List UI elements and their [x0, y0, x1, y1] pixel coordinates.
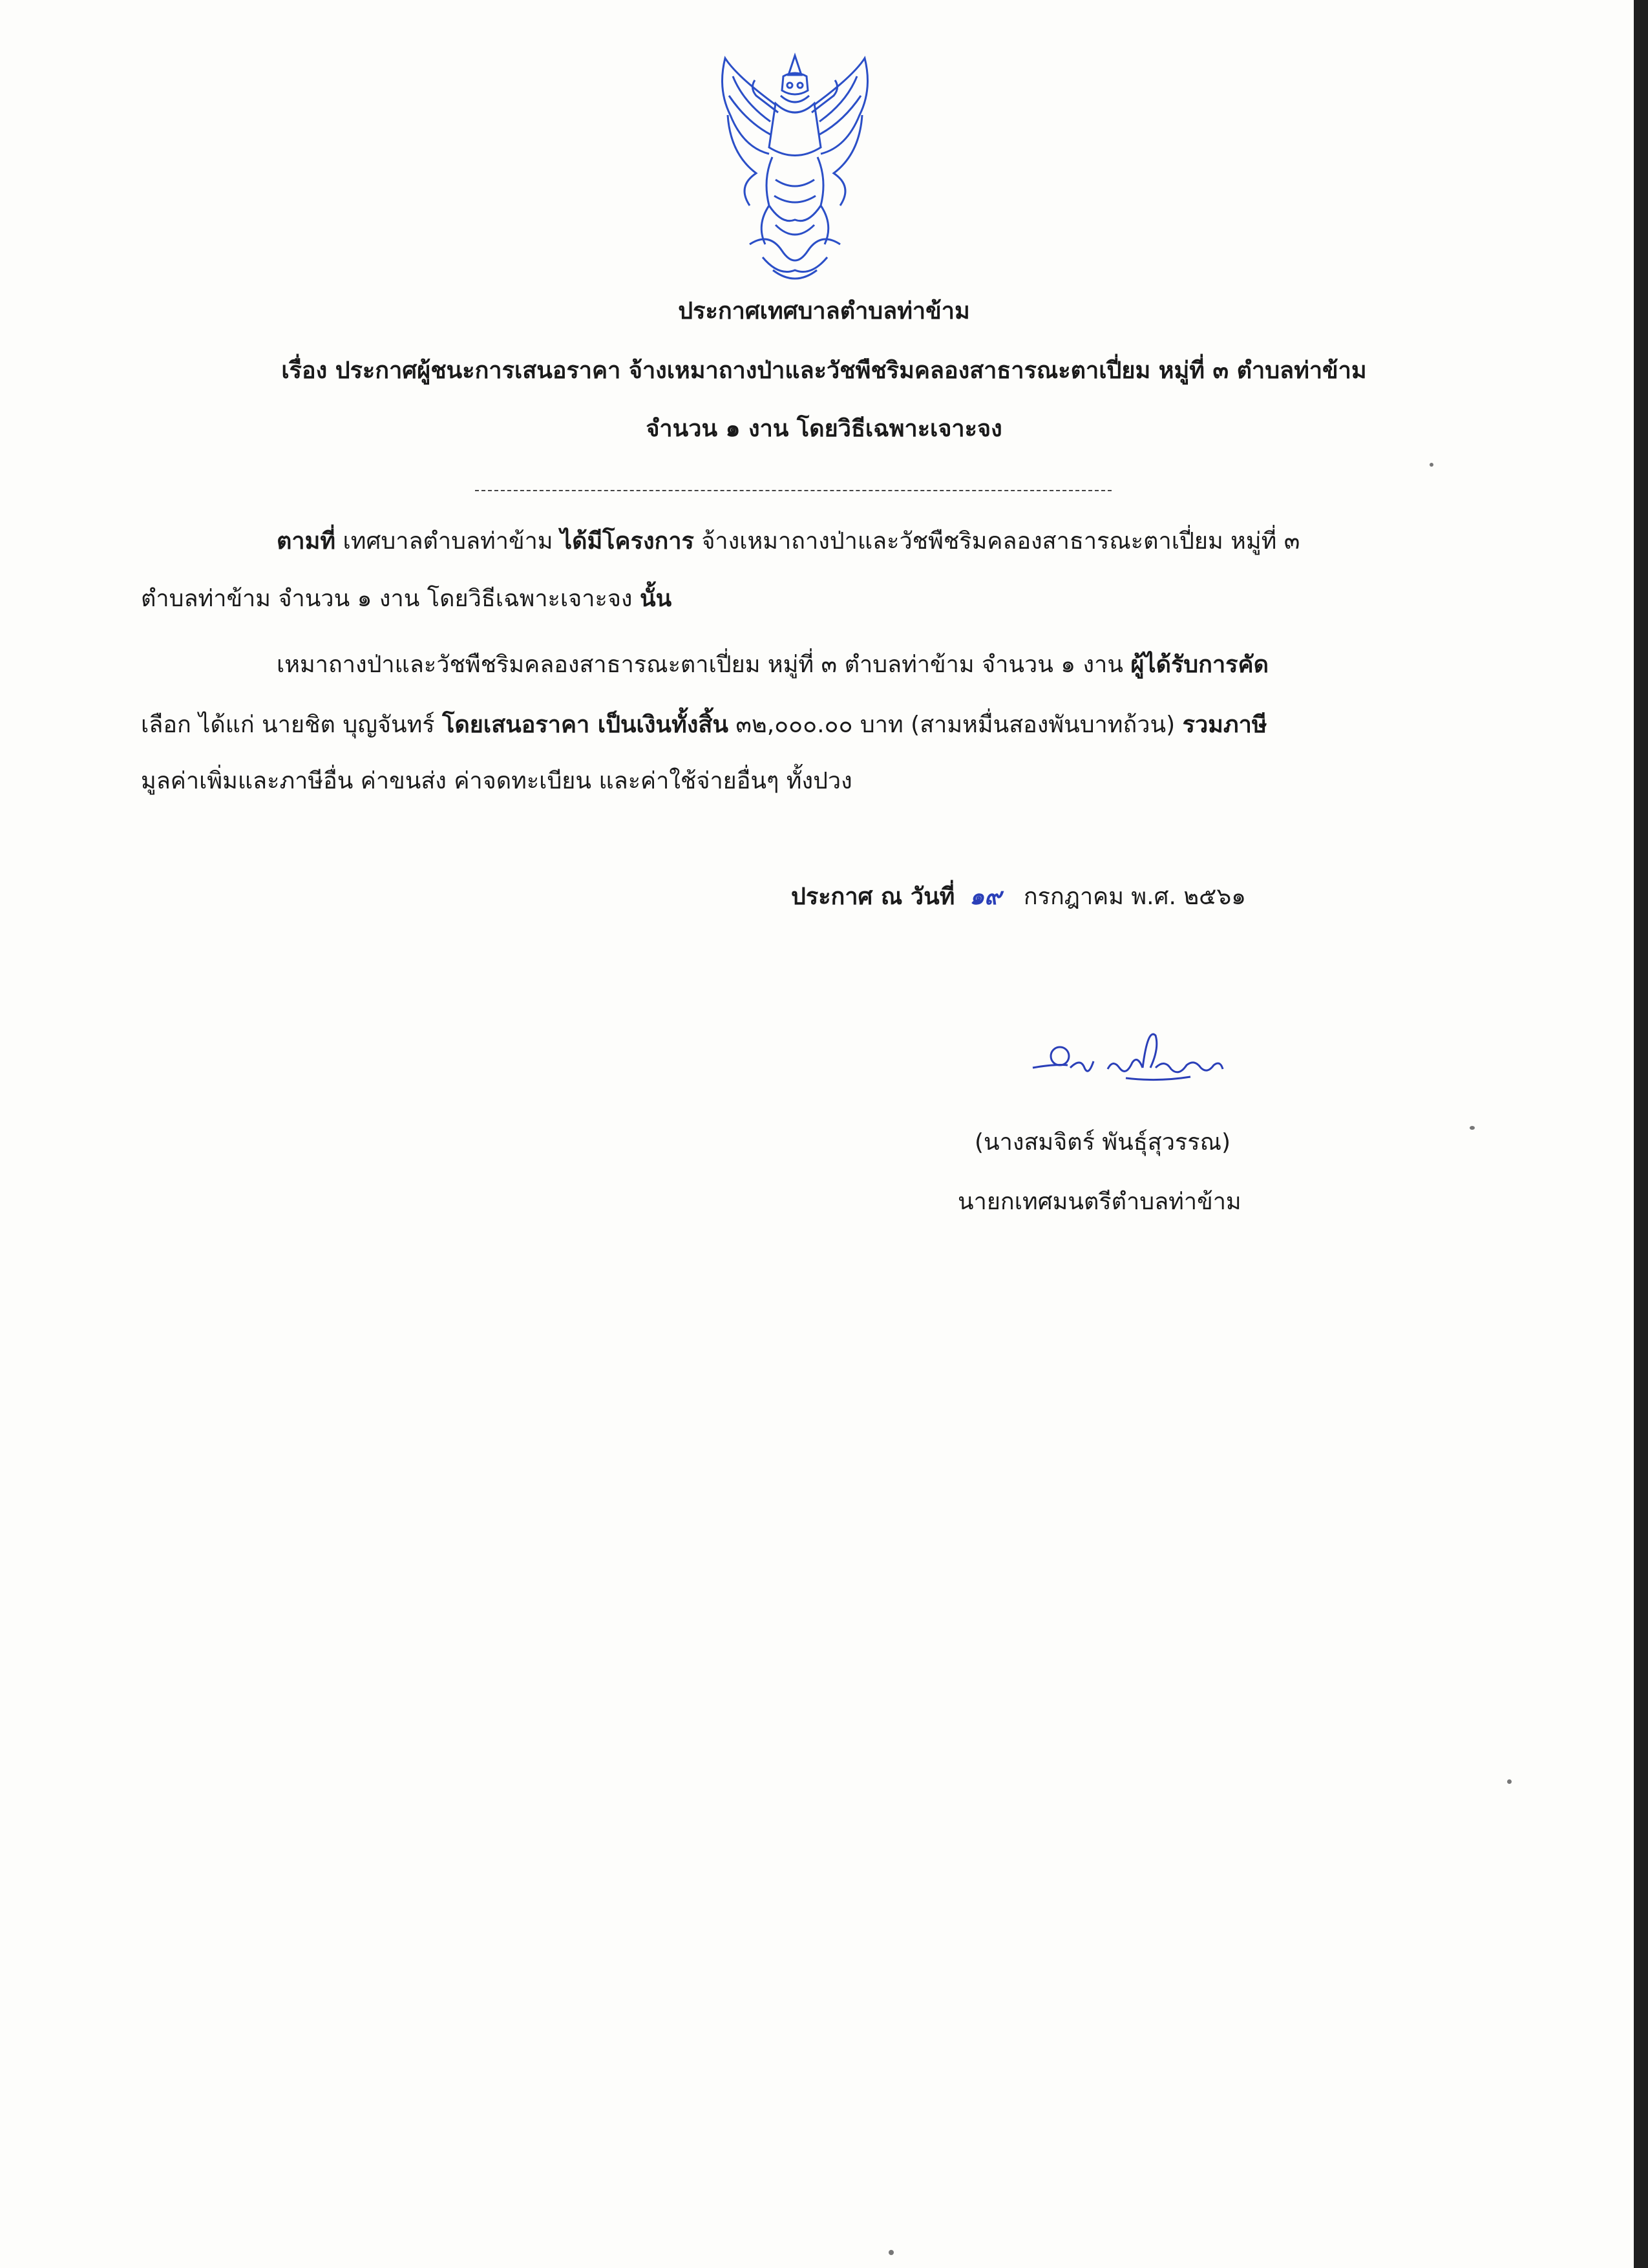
handwritten-signature [1029, 1023, 1242, 1094]
announcement-title: ประกาศเทศบาลตำบลท่าข้าม [678, 298, 970, 324]
signatory-position: นายกเทศมนตรีตำบลท่าข้าม [958, 1189, 1241, 1215]
paragraph-1-line-2: ตำบลท่าข้าม จำนวน ๑ งาน โดยวิธีเฉพาะเจาะจง นั้น [141, 586, 672, 612]
scan-speck [1430, 463, 1433, 467]
paragraph-2-line-2: เลือก ได้แก่ นายชิต บุญจันทร์ โดยเสนอราคา เป็นเงินทั้งสิ้น ๓๒,๐๐๐.๐๐ บาท (สามหมื่นสองพันบาทถ้วน) รวมภาษี [141, 712, 1267, 738]
separator-rule [475, 490, 1112, 491]
garuda-emblem-icon [711, 50, 879, 288]
handwritten-day: ๑๙ [969, 884, 1002, 910]
paragraph-2-line-1: เหมาถางป่าและวัชพืชริมคลองสาธารณะตาเปี่ยม หมู่ที่ ๓ ตำบลท่าข้าม จำนวน ๑ งาน ผู้ได้รับการคัด [277, 652, 1269, 678]
scan-speck [1470, 1126, 1475, 1130]
signatory-name: (นางสมจิตร์ พันธุ์สุวรรณ) [975, 1129, 1231, 1156]
paragraph-1-line-1: ตามที่ เทศบาลตำบลท่าข้าม ได้มีโครงการ จ้างเหมาถางป่าและวัชพืชริมคลองสาธารณะตาเปี่ยม หมู่ที่ ๓ [277, 528, 1300, 555]
subject-line-1: เรื่อง ประกาศผู้ชนะการเสนอราคา จ้างเหมาถางป่าและวัชพืชริมคลองสาธารณะตาเปี่ยม หมู่ที่ ๓ ตำบลท่าข้าม [281, 357, 1367, 384]
scan-speck [1507, 1779, 1512, 1784]
scan-speck [889, 2250, 894, 2255]
paragraph-2-line-3: มูลค่าเพิ่มและภาษีอื่น ค่าขนส่ง ค่าจดทะเบียน และค่าใช้จ่ายอื่นๆ ทั้งปวง [141, 768, 852, 794]
announcement-date: ประกาศ ณ วันที่ ๑๙ กรกฎาคม พ.ศ. ๒๕๖๑ [791, 884, 1247, 910]
subject-line-2: จำนวน ๑ งาน โดยวิธีเฉพาะเจาะจง [646, 416, 1002, 442]
scan-edge [1634, 0, 1648, 2268]
